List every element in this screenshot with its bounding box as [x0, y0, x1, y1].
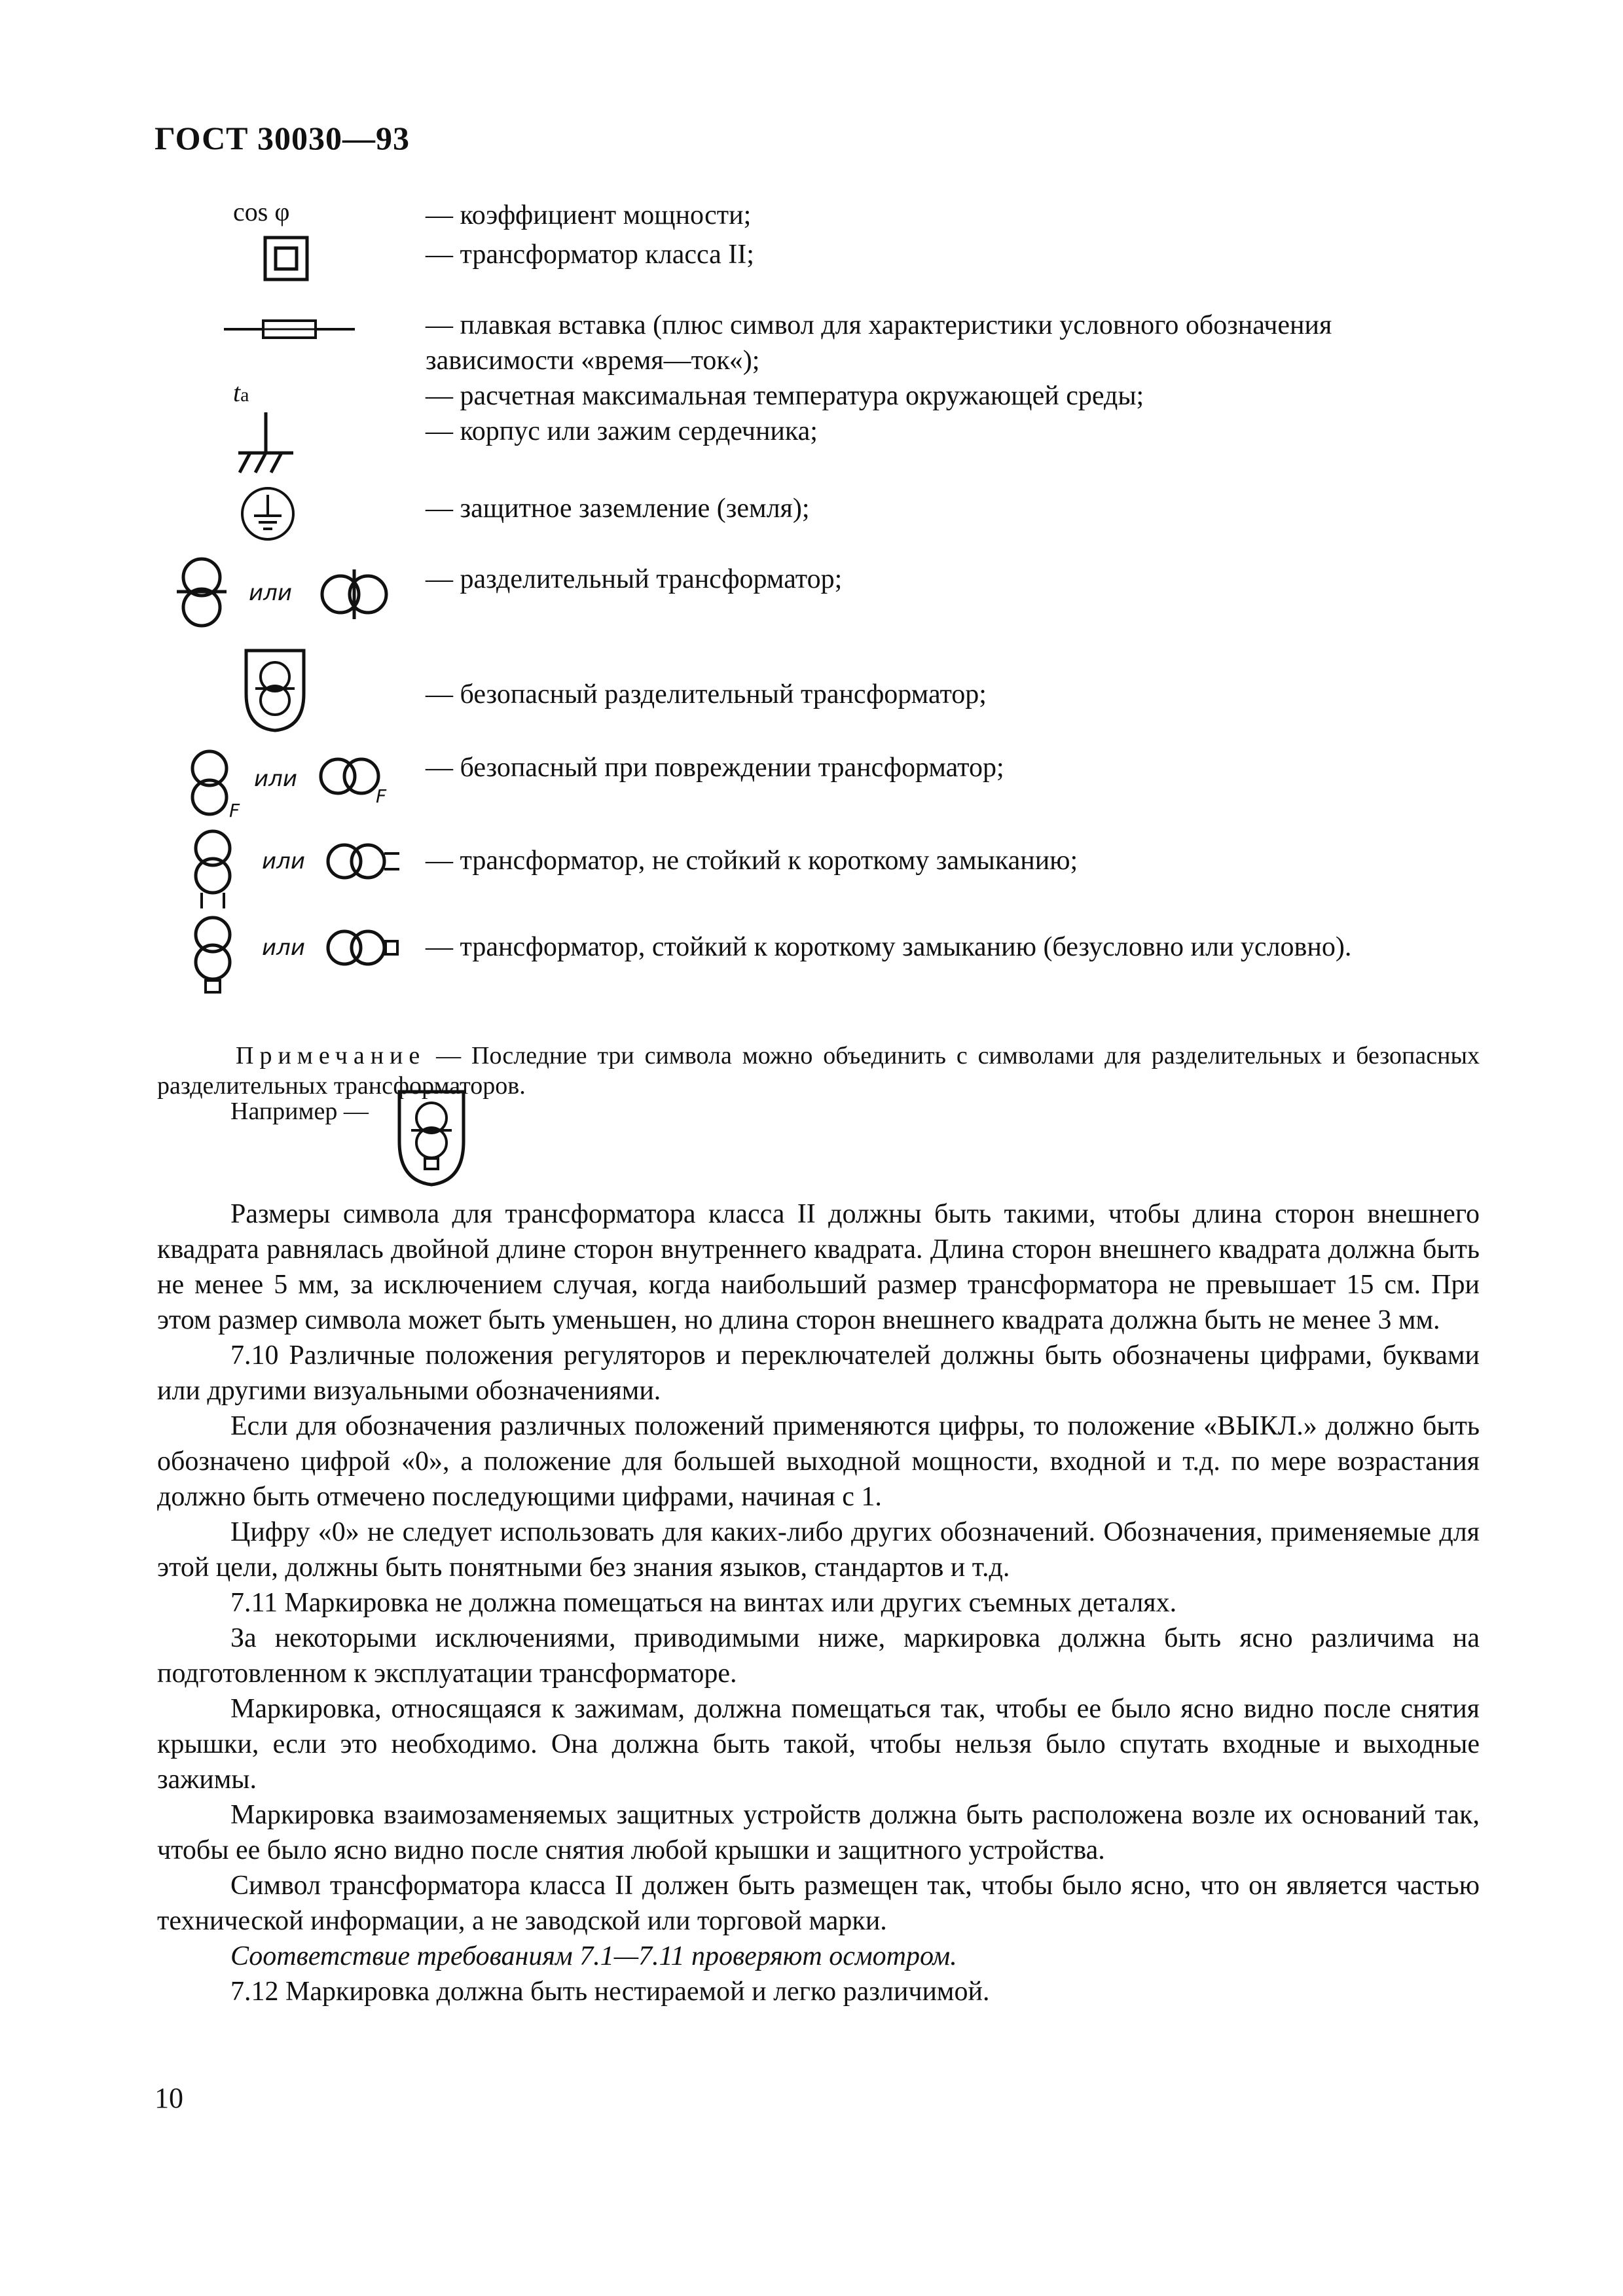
symbol-desc-ambient-temp: — расчетная максимальная температура окружающей среды; [426, 381, 1144, 411]
italic-check-line: Соответствие требованиям 7.1—7.11 проверяют осмотром. [230, 1941, 957, 1971]
short-circuit-proof-horizontal-icon [325, 925, 403, 971]
page-number: 10 [155, 2082, 183, 2114]
document-header: ГОСТ 30030—93 [155, 120, 410, 156]
paragraph: Маркировка, относящаяся к зажимам, должна помещаться так, чтобы ее было ясно видно после снятия крышки, если это необходимо. Она должна быть такой, чтобы нельзя было спутать входные и выходные зажимы. [157, 1694, 1480, 1795]
symbol-desc-safety-isolating: — безопасный разделительный трансформатор; [426, 679, 987, 709]
f-letter: F [376, 785, 387, 807]
ta-text: ta [233, 378, 249, 407]
paragraph: Размеры символа для трансформатора класса II должны быть такими, чтобы длина сторон внешнего квадрата равнялась двойной длине сторон внутреннего квадрата. Длина сторон внешнего квадрата должна быть не менее 5 мм, за исключением случая, когда наибольший размер трансформатора не превышает 15 см. При этом размер символа может быть уменьшен, но длина сторон внешнего квадрата должна быть не менее 3 мм. [157, 1199, 1480, 1335]
isolating-transformer-horizontal-icon [318, 568, 390, 620]
class-ii-square-icon [263, 236, 309, 281]
combined-safety-scp-transformer-icon [395, 1089, 467, 1187]
paragraph: 7.10 Различные положения регуляторов и переключателей должны быть обозначены цифрами, буквами или другими визуальными обозначениями. [157, 1340, 1480, 1406]
paragraph: 7.11 Маркировка не должна помещаться на винтах или других съемных деталях. [230, 1588, 1177, 1618]
symbol-desc-non-scp: — трансформатор, не стойкий к короткому замыканию; [426, 846, 1078, 876]
paragraph: Маркировка взаимозаменяемых защитных устройств должна быть расположена возле их оснований так, чтобы ее было ясно видно после снятия любой крышки и защитного устройства. [157, 1800, 1480, 1865]
frame-ground-icon [233, 412, 299, 478]
paragraph: Если для обозначения различных положений применяются цифры, то положение «ВЫКЛ.» должно быть обозначено цифрой «0», а положение для большей выходной мощности, входной и т.д. по мере возрастания должно быть отмечено последующими цифрами, начиная с 1. [157, 1411, 1480, 1512]
or-word: или [249, 580, 292, 606]
symbol-desc-isolating: — разделительный трансформатор; [426, 564, 843, 594]
fail-safe-transformer-horizontal-icon [317, 754, 382, 800]
cos-phi-text: cos φ [233, 197, 290, 226]
fuse-icon [224, 313, 355, 346]
paragraph: 7.12 Маркировка должна быть нестираемой и легко различимой. [230, 1977, 990, 2007]
body-text [157, 1196, 1480, 2009]
example-label: Например — [230, 1098, 369, 1125]
symbol-desc-fail-safe: — безопасный при повреждении трансформатор; [426, 753, 1004, 783]
or-word: или [262, 935, 305, 961]
non-short-circuit-proof-horizontal-icon [325, 839, 403, 885]
symbol-desc-fuse: — плавкая вставка (плюс символ для характеристики условного обозначения зависимости «время—ток«); [426, 310, 1332, 376]
note-block [157, 1041, 1480, 1101]
protective-earth-icon [240, 486, 296, 542]
paragraph: За некоторыми исключениями, приводимыми ниже, маркировка должна быть ясно различима на подготовленном к эксплуатации трансформаторе. [157, 1623, 1480, 1689]
isolating-transformer-icon [175, 554, 228, 632]
symbol-desc-class-ii: — трансформатор класса II; [426, 240, 754, 270]
symbol-desc-protective-earth: — защитное заземление (земля); [426, 493, 810, 524]
symbol-desc-frame: — корпус или зажим сердечника; [426, 416, 818, 446]
f-letter: F [229, 800, 240, 821]
symbol-desc-power-factor: — коэффициент мощности; [426, 200, 752, 230]
or-word: или [262, 848, 305, 874]
short-circuit-proof-icon [190, 915, 236, 996]
paragraph: Символ трансформатора класса II должен быть размещен так, чтобы было ясно, что он является частью технической информации, а не заводской или торговой марки. [157, 1871, 1480, 1936]
note-text: — Последние три символа можно объединить с символами для разделительных и безопасных разделительных трансформаторов. [157, 1042, 1480, 1100]
paragraph: Цифру «0» не следует использовать для каких-либо других обозначений. Обозначения, применяемые для этой цели, должны быть понятными без знания языков, стандартов и т.д. [157, 1517, 1480, 1583]
symbol-desc-scp: — трансформатор, стойкий к короткому замыканию (безусловно или условно). [426, 932, 1352, 962]
or-word: или [254, 766, 297, 792]
safety-isolating-transformer-icon [242, 648, 308, 733]
non-short-circuit-proof-icon [190, 829, 236, 910]
note-label: Примечание [236, 1042, 426, 1069]
